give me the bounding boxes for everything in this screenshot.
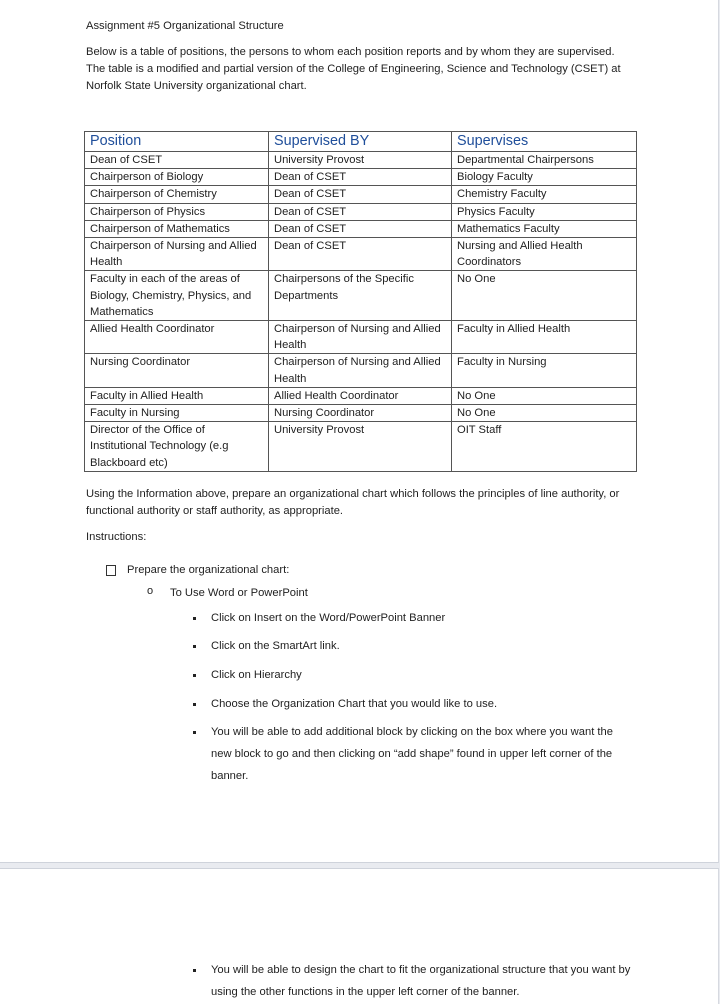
table-row: [85, 220, 637, 237]
organization-table: [84, 131, 637, 472]
instructions-label: Instructions:: [86, 531, 147, 543]
cell-position: Director of the Office of Institutional Technology (e.g Blackboard etc): [85, 422, 269, 472]
cell-position: Dean of CSET: [85, 152, 269, 169]
cell-position: Faculty in each of the areas of Biology, Chemistry, Physics, and Mathematics: [85, 271, 269, 321]
cell-supervised-by: Dean of CSET: [269, 220, 452, 237]
cell-supervises: No One: [452, 271, 637, 321]
step-item: Click on the SmartArt link.: [211, 640, 340, 652]
cell-position: Chairperson of Mathematics: [85, 220, 269, 237]
cell-supervised-by: Dean of CSET: [269, 238, 452, 271]
table-row: [85, 169, 637, 186]
cell-supervised-by: Dean of CSET: [269, 203, 452, 220]
table-row: [85, 422, 637, 472]
table-row: [85, 387, 637, 404]
square-bullet-icon: [193, 645, 196, 648]
square-bullet-icon: [193, 703, 196, 706]
cell-supervised-by: Dean of CSET: [269, 169, 452, 186]
table-row: [85, 405, 637, 422]
cell-position: Faculty in Allied Health: [85, 387, 269, 404]
cell-position: Chairperson of Nursing and Allied Health: [85, 238, 269, 271]
cell-supervises: Physics Faculty: [452, 203, 637, 220]
cell-supervises: Faculty in Allied Health: [452, 321, 637, 354]
header-supervises: Supervises: [452, 132, 637, 152]
cell-supervised-by: Dean of CSET: [269, 186, 452, 203]
cell-position: Chairperson of Biology: [85, 169, 269, 186]
cell-supervised-by: Nursing Coordinator: [269, 405, 452, 422]
intro-paragraph: Below is a table of positions, the persons to whom each position reports and by whom they are supervised. The table is a modified and partial version of the College of Engineering, Science and Technology (CSET) at Norfolk State University organizational chart.: [86, 46, 621, 92]
cell-supervises: Nursing and Allied Health Coordinators: [452, 238, 637, 271]
bullet-prepare-chart: Prepare the organizational chart:: [127, 564, 290, 576]
step-item: Choose the Organization Chart that you would like to use.: [211, 698, 498, 710]
step-item: You will be able to design the chart to fit the organizational structure that you want by using the other functions in the upper left corner of the banner.: [211, 964, 631, 998]
square-bullet-icon: [193, 731, 196, 734]
table-row: [85, 354, 637, 387]
header-position: Position: [85, 132, 269, 152]
header-supervised-by: Supervised BY: [269, 132, 452, 152]
step-item: Click on Insert on the Word/PowerPoint Banner: [211, 612, 446, 624]
cell-supervised-by: University Provost: [269, 152, 452, 169]
cell-supervises: Departmental Chairpersons: [452, 152, 637, 169]
circle-bullet-icon: o: [147, 585, 154, 597]
cell-supervised-by: Chairpersons of the Specific Departments: [269, 271, 452, 321]
cell-position: Allied Health Coordinator: [85, 321, 269, 354]
square-bullet-icon: [193, 969, 196, 972]
cell-supervised-by: Chairperson of Nursing and Allied Health: [269, 321, 452, 354]
cell-supervised-by: University Provost: [269, 422, 452, 472]
cell-supervises: OIT Staff: [452, 422, 637, 472]
cell-supervised-by: Chairperson of Nursing and Allied Health: [269, 354, 452, 387]
cell-position: Chairperson of Physics: [85, 203, 269, 220]
cell-supervises: Faculty in Nursing: [452, 354, 637, 387]
bullet-use-word: To Use Word or PowerPoint: [170, 587, 308, 599]
assignment-title: Assignment #5 Organizational Structure: [86, 20, 284, 32]
step-item: You will be able to add additional block by clicking on the box where you want the new block to go and then clicking on “add shape” found in upper left corner of the banner.: [211, 726, 613, 782]
cell-supervises: Mathematics Faculty: [452, 220, 637, 237]
after-table-paragraph: Using the Information above, prepare an organizational chart which follows the principles of line authority, or functional authority or staff authority, as appropriate.: [86, 488, 620, 517]
table-row: [85, 321, 637, 354]
cell-position: Faculty in Nursing: [85, 405, 269, 422]
square-bullet-icon: [193, 617, 196, 620]
cell-supervises: Biology Faculty: [452, 169, 637, 186]
table-row: [85, 203, 637, 220]
table-row: [85, 238, 637, 271]
cell-position: Chairperson of Chemistry: [85, 186, 269, 203]
table-row: [85, 271, 637, 321]
table-header-row: [85, 132, 637, 152]
cell-supervised-by: Allied Health Coordinator: [269, 387, 452, 404]
cell-supervises: No One: [452, 387, 637, 404]
table-row: [85, 186, 637, 203]
document-page-2: [0, 868, 719, 1004]
table-row: [85, 152, 637, 169]
cell-supervises: Chemistry Faculty: [452, 186, 637, 203]
square-bullet-icon: [193, 674, 196, 677]
cell-position: Nursing Coordinator: [85, 354, 269, 387]
checkbox-bullet-icon: [106, 562, 126, 580]
step-item: Click on Hierarchy: [211, 669, 302, 681]
cell-supervises: No One: [452, 405, 637, 422]
